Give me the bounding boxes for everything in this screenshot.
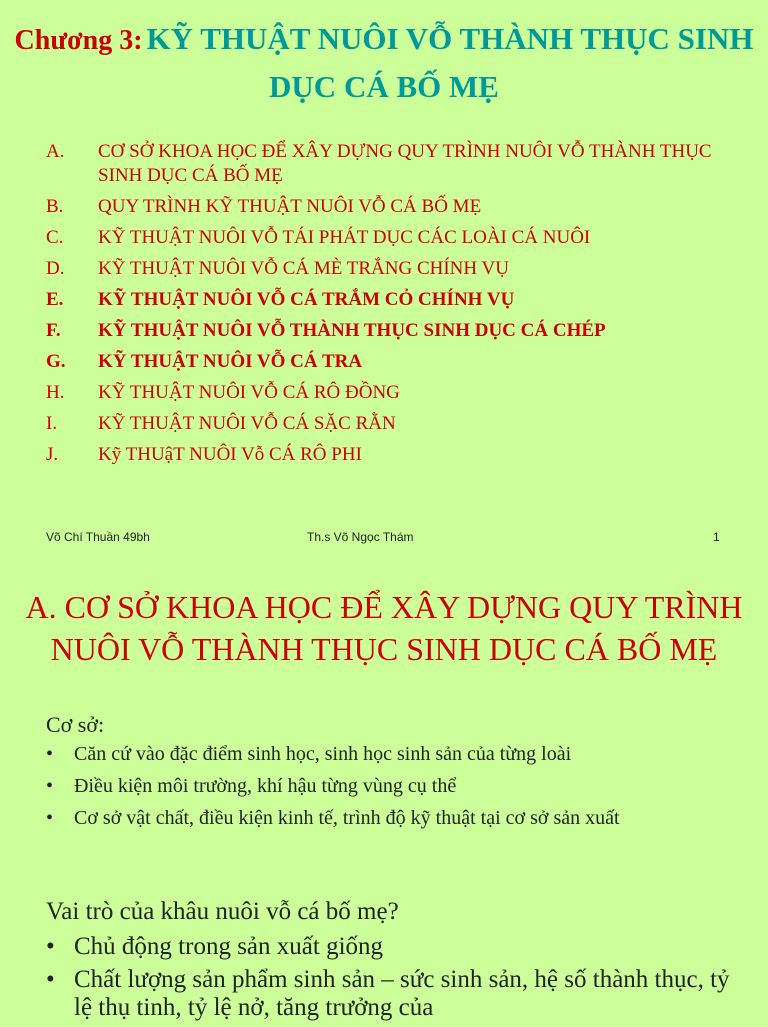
bullet-icon: • bbox=[46, 807, 54, 829]
toc-text: KỸ THUẬT NUÔI VỖ CÁ RÔ ĐỒNG bbox=[98, 381, 400, 403]
toc-text: KỸ THUẬT NUÔI VỖ CÁ SẶC RẰN bbox=[98, 412, 396, 434]
list-item bbox=[46, 807, 736, 830]
table-of-contents bbox=[46, 140, 746, 474]
list-item-text: Điều kiện môi trường, khí hậu từng vùng cụ thể bbox=[74, 775, 457, 797]
toc-item bbox=[46, 319, 746, 343]
roles-list bbox=[46, 933, 736, 1027]
toc-text: QUY TRÌNH KỸ THUẬT NUÔI VỖ CÁ BỐ MẸ bbox=[98, 195, 482, 217]
toc-letter: G. bbox=[46, 350, 66, 372]
toc-text: KỸ THUẬT NUÔI VỖ CÁ TRA bbox=[98, 350, 363, 372]
basis-list bbox=[46, 743, 736, 839]
list-item bbox=[46, 933, 736, 961]
slide-1-title bbox=[0, 18, 768, 114]
list-item bbox=[46, 966, 736, 1022]
toc-item bbox=[46, 226, 746, 250]
chapter-title: KỸ THUẬT NUÔI VỖ THÀNH THỤC SINH DỤC CÁ BỐ MẸ bbox=[146, 21, 754, 104]
toc-letter: H. bbox=[46, 381, 65, 403]
footer-page-number: 1 bbox=[713, 530, 720, 544]
toc-item bbox=[46, 381, 746, 405]
toc-letter: D. bbox=[46, 257, 65, 279]
toc-text: KỸ THUẬT NUÔI VỖ TÁI PHÁT DỤC CÁC LOÀI CÁ NUÔI bbox=[98, 226, 591, 248]
toc-letter: J. bbox=[46, 443, 59, 465]
list-item-text: Chất lượng sản phẩm sinh sản – sức sinh sản, hệ số thành thục, tỷ lệ thụ tinh, tỷ lệ nở, tăng trưởng của bbox=[74, 966, 730, 1021]
toc-item bbox=[46, 350, 746, 374]
toc-item bbox=[46, 195, 746, 219]
list-item-text: Căn cứ vào đặc điểm sinh học, sinh học sinh sản của từng loài bbox=[74, 743, 572, 765]
footer-author: Võ Chí Thuần 49bh bbox=[46, 530, 150, 544]
toc-letter: E. bbox=[46, 288, 64, 310]
chapter-prefix: Chương 3: bbox=[14, 25, 143, 56]
bullet-icon: • bbox=[46, 743, 54, 765]
toc-text: CƠ SỞ KHOA HỌC ĐỂ XÂY DỰNG QUY TRÌNH NUÔI VỖ THÀNH THỤC SINH DỤC CÁ BỐ MẸ bbox=[98, 141, 712, 186]
slide-2 bbox=[0, 560, 768, 1024]
slide-2-title: A. CƠ SỞ KHOA HỌC ĐỂ XÂY DỰNG QUY TRÌNH NUÔI VỖ THÀNH THỤC SINH DỤC CÁ BỐ MẸ bbox=[25, 589, 743, 667]
slide-footer bbox=[0, 530, 768, 548]
toc-letter: F. bbox=[46, 319, 61, 341]
list-item bbox=[46, 743, 736, 766]
toc-item bbox=[46, 140, 746, 187]
basis-label: Cơ sở: bbox=[46, 712, 105, 737]
toc-text: Kỹ THUậT NUÔI Vỗ CÁ RÔ PHI bbox=[98, 443, 362, 465]
toc-item bbox=[46, 257, 746, 281]
list-item-text: Chủ động trong sản xuất giống bbox=[74, 933, 384, 960]
toc-letter: B. bbox=[46, 195, 64, 217]
bullet-icon: • bbox=[46, 775, 54, 797]
toc-item bbox=[46, 412, 746, 436]
toc-text: KỸ THUẬT NUÔI VỖ THÀNH THỤC SINH DỤC CÁ CHÉP bbox=[98, 319, 606, 341]
list-item-text: Cơ sở vật chất, điều kiện kinh tế, trình độ kỹ thuật tại cơ sở sản xuất bbox=[74, 807, 620, 829]
roles-label: Vai trò của khâu nuôi vỗ cá bố mẹ? bbox=[46, 898, 399, 925]
toc-letter: I. bbox=[46, 412, 58, 434]
toc-letter: C. bbox=[46, 226, 64, 248]
footer-lecturer: Th.s Võ Ngọc Thám bbox=[307, 530, 414, 544]
toc-item bbox=[46, 443, 746, 467]
bullet-icon: • bbox=[46, 933, 55, 960]
toc-text: KỸ THUẬT NUÔI VỖ CÁ TRẮM CỎ CHÍNH VỤ bbox=[98, 288, 515, 310]
toc-letter: A. bbox=[46, 141, 65, 162]
list-item bbox=[46, 775, 736, 798]
toc-item bbox=[46, 288, 746, 312]
bullet-icon: • bbox=[46, 966, 55, 993]
toc-text: KỸ THUẬT NUÔI VỖ CÁ MÈ TRẮNG CHÍNH VỤ bbox=[98, 257, 509, 279]
